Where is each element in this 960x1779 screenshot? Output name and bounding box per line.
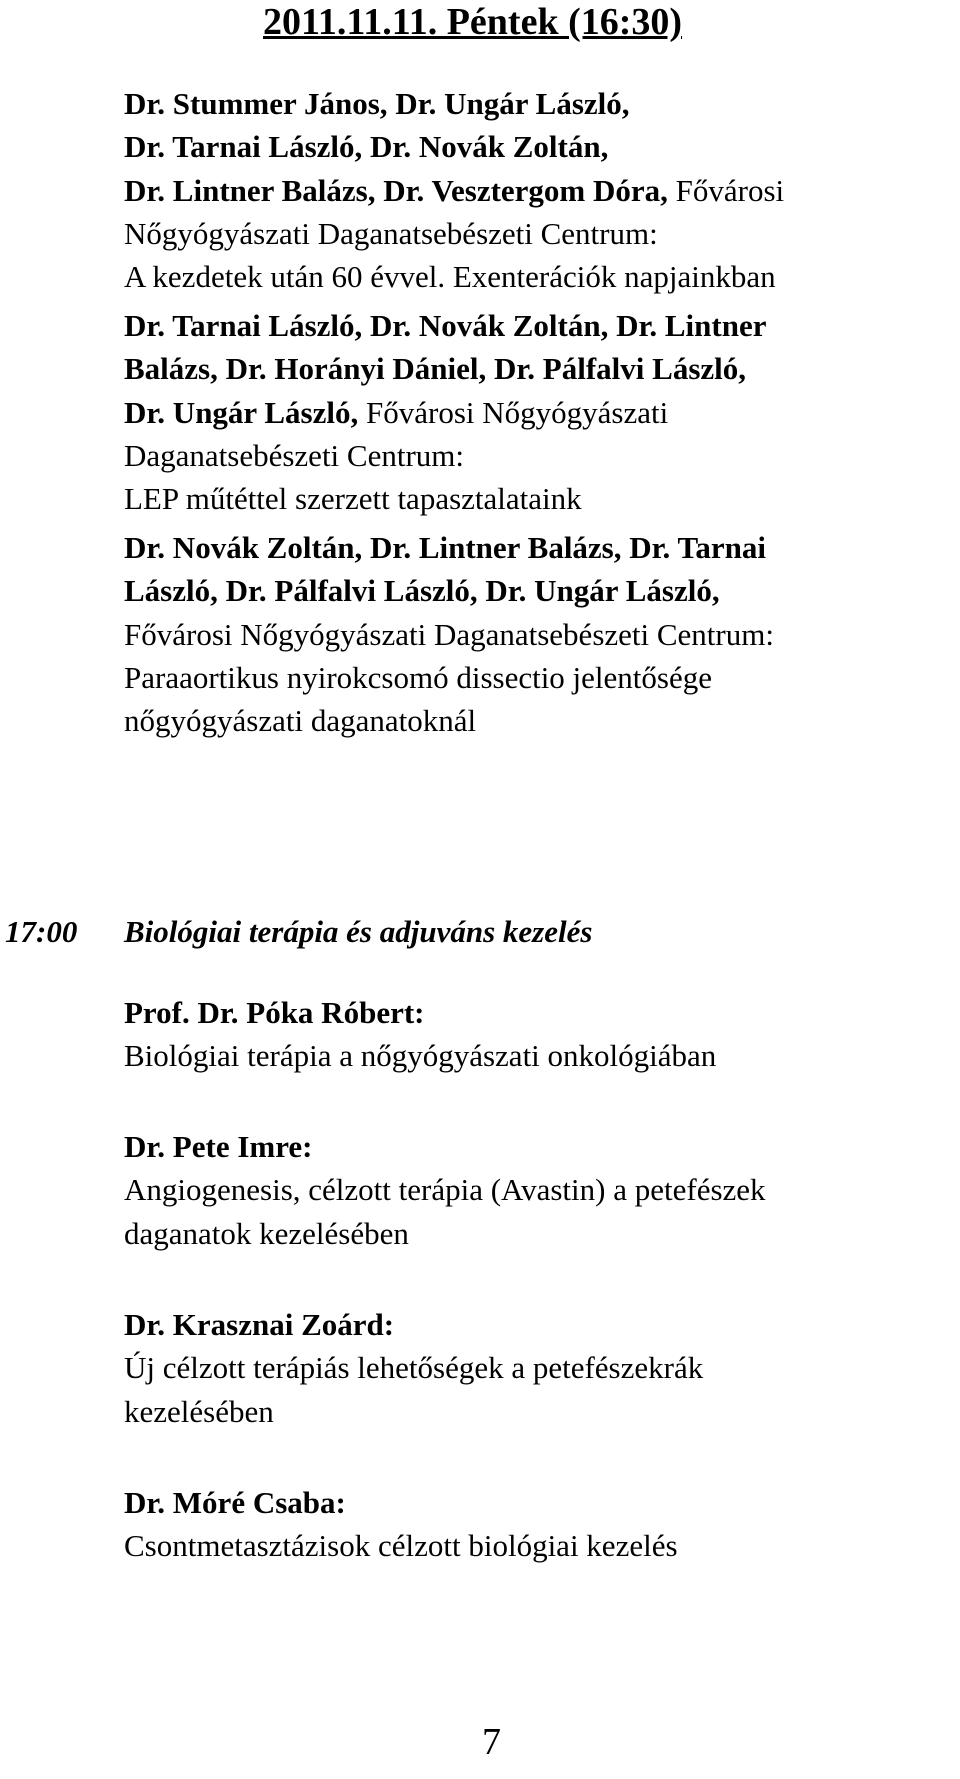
authors-line: Dr. Tarnai László, Dr. Novák Zoltán, xyxy=(124,129,609,165)
talk-title: Biológiai terápia a nőgyógyászati onkológiában xyxy=(124,1038,717,1074)
talk-title: Angiogenesis, célzott terápia (Avastin) a petefészek xyxy=(124,1172,766,1208)
speaker-name: Dr. Krasznai Zoárd: xyxy=(124,1307,395,1342)
abstract-title: Paraaortikus nyirokcsomó dissectio jelentősége xyxy=(124,659,713,695)
talk-title: kezelésében xyxy=(124,1393,274,1429)
abstract-title: A kezdetek után 60 évvel. Exenterációk napjainkban xyxy=(124,259,776,295)
talk-2 xyxy=(124,1125,944,1255)
affiliation-text: Fővárosi Nőgyógyászati xyxy=(366,394,669,430)
page-number: 7 xyxy=(482,1721,501,1763)
speaker-name: Dr. Móré Csaba: xyxy=(124,1485,346,1520)
abstract-title: nőgyógyászati daganatoknál xyxy=(124,703,477,739)
authors-line: László, Dr. Pálfalvi László, Dr. Ungár László, xyxy=(124,573,720,609)
affiliation-line: Nőgyógyászati Daganatsebészeti Centrum: xyxy=(124,215,658,251)
talk-3 xyxy=(124,1303,944,1433)
session-title: Biológiai terápia és adjuváns kezelés xyxy=(124,914,593,949)
abstract-entry-2 xyxy=(124,304,944,520)
talk-title: Új célzott terápiás lehetőségek a petefészekrák xyxy=(124,1350,704,1386)
affiliation-text: Fővárosi xyxy=(675,172,785,208)
authors-affiliation-line xyxy=(124,391,944,434)
affiliation-line: Daganatsebészeti Centrum: xyxy=(124,437,465,473)
talk-1 xyxy=(124,991,944,1078)
abstract-entry-1 xyxy=(124,82,944,298)
authors-affiliation-line xyxy=(124,169,944,212)
speaker-name: Prof. Dr. Póka Róbert: xyxy=(124,995,425,1030)
talk-title: daganatok kezelésében xyxy=(124,1215,409,1251)
session-time: 17:00 xyxy=(5,914,78,949)
abstract-entry-3 xyxy=(124,526,944,742)
affiliation-line: Fővárosi Nőgyógyászati Daganatsebészeti Centrum: xyxy=(124,616,774,652)
abstract-title: LEP műtéttel szerzett tapasztalataink xyxy=(124,481,582,517)
speaker-name: Dr. Pete Imre: xyxy=(124,1129,313,1164)
session-heading xyxy=(5,910,592,953)
authors-line: Dr. Lintner Balázs, Dr. Vesztergom Dóra, xyxy=(124,172,668,208)
talk-title: Csontmetasztázisok célzott biológiai kezelés xyxy=(124,1528,678,1564)
authors-line: Dr. Novák Zoltán, Dr. Lintner Balázs, Dr. Tarnai xyxy=(124,530,766,565)
authors-line: Dr. Stummer János, Dr. Ungár László, xyxy=(124,86,630,121)
authors-line: Balázs, Dr. Horányi Dániel, Dr. Pálfalvi László, xyxy=(124,351,747,387)
page-heading: 2011.11.11. Péntek (16:30) xyxy=(263,1,683,43)
authors-line: Dr. Ungár László, xyxy=(124,394,359,430)
authors-line: Dr. Tarnai László, Dr. Novák Zoltán, Dr. Lintner xyxy=(124,308,767,343)
talk-4 xyxy=(124,1481,944,1568)
